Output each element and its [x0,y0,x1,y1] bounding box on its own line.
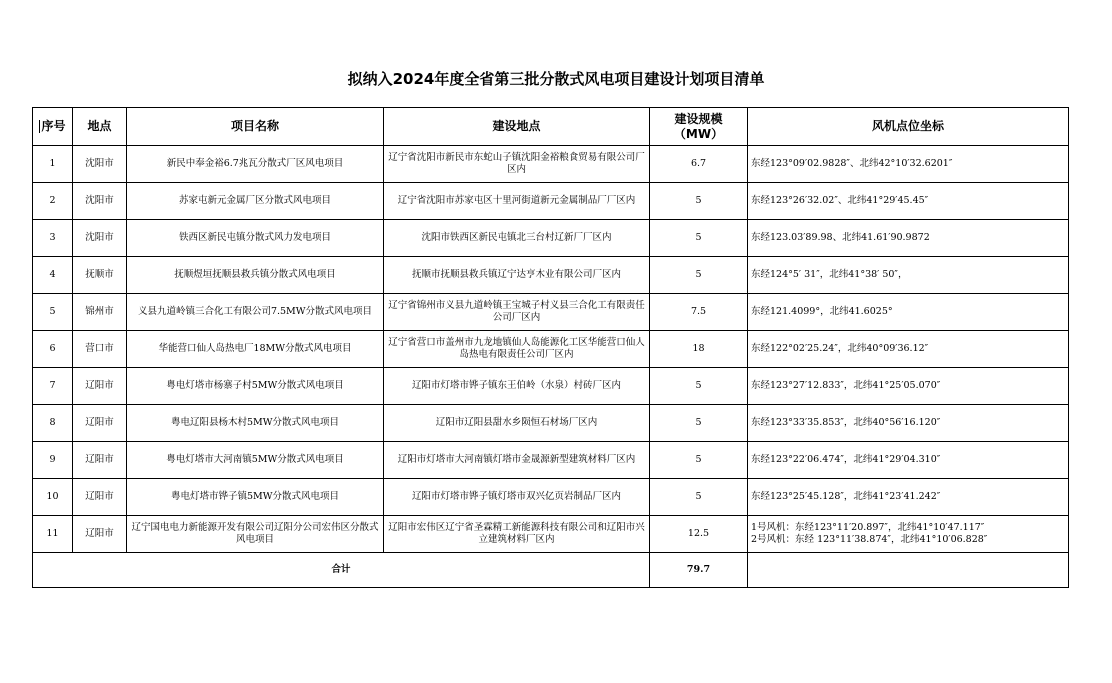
coords-cell: 东经123°09′02.9828″、北纬42°10′32.6201″ [748,146,1069,183]
site-cell: 辽阳市灯塔市大河南镇灯塔市金晟源新型建筑材料厂区内 [384,442,650,479]
header-seq: 序号 [33,108,73,146]
header-coords: 风机点位坐标 [748,108,1069,146]
location-cell: 辽阳市 [73,405,127,442]
coords-cell: 东经122°02′25.24″，北纬40°09′36.12″ [748,331,1069,368]
header-scale: 建设规模 （MW） [650,108,748,146]
table-row [33,331,1069,368]
seq-cell: 4 [33,257,73,294]
location-cell: 沈阳市 [73,146,127,183]
coords-cell [748,516,1069,553]
project-name-cell: 新民中奉金裕6.7兆瓦分散式厂区风电项目 [127,146,384,183]
site-cell: 辽阳市宏伟区辽宁省圣霖精工新能源科技有限公司和辽阳市兴立建筑材料厂区内 [384,516,650,553]
scale-cell: 18 [650,331,748,368]
seq-cell: 6 [33,331,73,368]
coords-cell: 东经123°26′32.02″、北纬41°29′45.45″ [748,183,1069,220]
table-row [33,442,1069,479]
location-cell: 营口市 [73,331,127,368]
project-name-cell: 苏家屯新元金属厂区分散式风电项目 [127,183,384,220]
scale-cell: 5 [650,479,748,516]
location-cell: 锦州市 [73,294,127,331]
site-cell: 辽阳市灯塔市铧子镇灯塔市双兴亿页岩制品厂区内 [384,479,650,516]
total-empty-cell [748,553,1069,588]
header-site: 建设地点 [384,108,650,146]
site-cell: 辽宁省沈阳市苏家屯区十里河街道新元金属制品厂厂区内 [384,183,650,220]
scale-cell: 5 [650,442,748,479]
project-name-cell: 粤电灯塔市大河南镇5MW分散式风电项目 [127,442,384,479]
project-name-cell: 粤电辽阳县杨木村5MW分散式风电项目 [127,405,384,442]
coords-line: 2号风机：东经 123°11′38.874″，北纬41°10′06.828″ [751,534,988,545]
coords-cell: 东经124°5′ 31″，北纬41°38′ 50″， [748,257,1069,294]
scale-cell: 5 [650,257,748,294]
location-cell: 辽阳市 [73,442,127,479]
table-row [33,405,1069,442]
seq-cell: 5 [33,294,73,331]
total-value: 79.7 [650,553,748,588]
table-header-row [33,108,1069,146]
site-cell: 辽阳市灯塔市铧子镇东王伯岭（水泉）村砖厂区内 [384,368,650,405]
scale-cell: 7.5 [650,294,748,331]
total-row [33,553,1069,588]
table-row [33,183,1069,220]
coords-cell: 东经123.03′89.98、北纬41.61′90.9872 [748,220,1069,257]
scale-cell: 12.5 [650,516,748,553]
seq-cell: 3 [33,220,73,257]
project-name-cell: 华能营口仙人岛热电厂18MW分散式风电项目 [127,331,384,368]
table-row [33,479,1069,516]
location-cell: 沈阳市 [73,183,127,220]
site-cell: 抚顺市抚顺县救兵镇辽宁达亨木业有限公司厂区内 [384,257,650,294]
coords-cell: 东经123°25′45.128″，北纬41°23′41.242″ [748,479,1069,516]
header-project-name: 项目名称 [127,108,384,146]
seq-cell: 9 [33,442,73,479]
scale-cell: 5 [650,405,748,442]
site-cell: 辽宁省营口市盖州市九龙地镇仙人岛能源化工区华能营口仙人岛热电有限责任公司厂区内 [384,331,650,368]
header-location: 地点 [73,108,127,146]
table-row [33,220,1069,257]
document-title: 拟纳入2024年度全省第三批分散式风电项目建设计划项目清单 [347,70,765,88]
table-row [33,146,1069,183]
project-name-cell: 粤电灯塔市杨寨子村5MW分散式风电项目 [127,368,384,405]
site-cell: 沈阳市铁西区新民屯镇北三台村辽新厂厂区内 [384,220,650,257]
project-name-cell: 铁西区新民屯镇分散式风力发电项目 [127,220,384,257]
location-cell: 抚顺市 [73,257,127,294]
scale-cell: 5 [650,220,748,257]
location-cell: 辽阳市 [73,516,127,553]
table-row [33,294,1069,331]
scale-cell: 6.7 [650,146,748,183]
table-row [33,368,1069,405]
seq-cell: 11 [33,516,73,553]
project-name-cell: 粤电灯塔市铧子镇5MW分散式风电项目 [127,479,384,516]
table-row [33,516,1069,553]
total-label: 合计 [33,553,650,588]
scale-cell: 5 [650,183,748,220]
seq-cell: 8 [33,405,73,442]
location-cell: 辽阳市 [73,479,127,516]
project-name-cell: 抚顺煜垣抚顺县救兵镇分散式风电项目 [127,257,384,294]
coords-cell: 东经123°27′12.833″，北纬41°25′05.070″ [748,368,1069,405]
coords-cell: 东经123°33′35.853″，北纬40°56′16.120″ [748,405,1069,442]
location-cell: 辽阳市 [73,368,127,405]
coords-line: 1号风机：东经123°11′20.897″，北纬41°10′47.117″ [751,522,985,533]
site-cell: 辽宁省沈阳市新民市东蛇山子镇沈阳金裕粮食贸易有限公司厂区内 [384,146,650,183]
seq-cell: 7 [33,368,73,405]
site-cell: 辽宁省锦州市义县九道岭镇王宝城子村义县三合化工有限责任公司厂区内 [384,294,650,331]
coords-cell: 东经123°22′06.474″，北纬41°29′04.310″ [748,442,1069,479]
coords-cell: 东经121.4099°，北纬41.6025° [748,294,1069,331]
project-name-cell: 义县九道岭镇三合化工有限公司7.5MW分散式风电项目 [127,294,384,331]
table-row [33,257,1069,294]
site-cell: 辽阳市辽阳县甜水乡陨恒石材场厂区内 [384,405,650,442]
project-name-cell: 辽宁国电电力新能源开发有限公司辽阳分公司宏伟区分散式风电项目 [127,516,384,553]
scale-cell: 5 [650,368,748,405]
seq-cell: 2 [33,183,73,220]
seq-cell: 1 [33,146,73,183]
location-cell: 沈阳市 [73,220,127,257]
seq-cell: 10 [33,479,73,516]
project-table [32,107,1069,588]
